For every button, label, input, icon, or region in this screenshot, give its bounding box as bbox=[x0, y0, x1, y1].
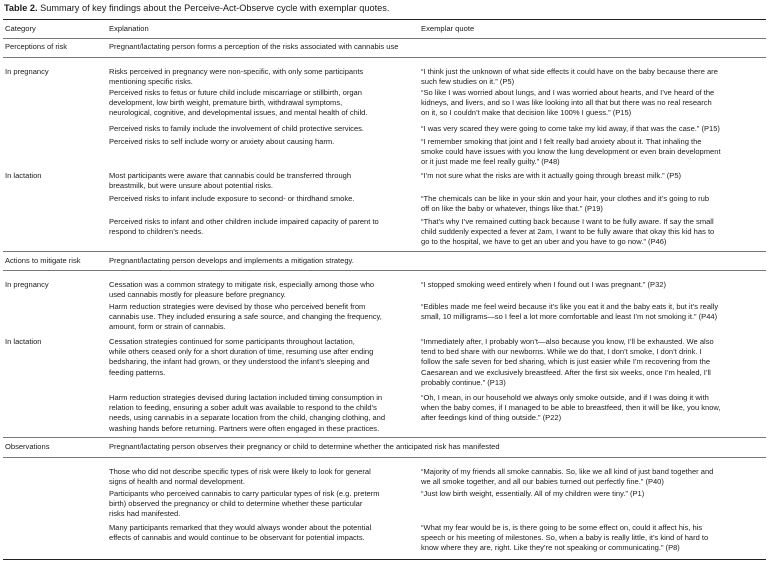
explanation-line: bedsharing, the infant had grown, or they understood the infant’s sleeping and bbox=[109, 357, 370, 367]
quote-line: on it, so I couldn’t make that decision like 100% I guess.” (P15) bbox=[421, 108, 632, 118]
quote-line: off on like the baby or whatever, things like that.” (P19) bbox=[421, 204, 603, 214]
quote-line: child suddenly expected a fever at 2am, I want to be fully aware that okay this kid has to bbox=[421, 227, 715, 237]
explanation-line: breastmilk, but were unsure about potential risks. bbox=[109, 181, 274, 191]
quote-line: such few studies on it.” (P5) bbox=[421, 77, 515, 87]
explanation-line: effects of cannabis and would continue to be observant for potential impacts. bbox=[109, 533, 365, 543]
header-rule bbox=[3, 38, 766, 39]
section-rule bbox=[3, 251, 766, 252]
quote-line: “Immediately after, I probably won’t—also because you know, I’ll be exhausted. We also bbox=[421, 337, 714, 346]
explanation-line: used cannabis mostly for pleasure before pregnancy. bbox=[109, 290, 286, 300]
explanation-line: feeding patterns. bbox=[109, 367, 166, 377]
section-title-perceptions: Perceptions of risk bbox=[5, 42, 68, 51]
section-summary-actions: Pregnant/lactating person develops and implements a mitigation strategy. bbox=[109, 256, 354, 265]
quote-line: “That’s why I’ve remained cutting back because I want to be fully aware. If say the small bbox=[421, 217, 714, 226]
quote-line: “I was very scared they were going to come take my kid away, if that was the case.” (P15) bbox=[421, 124, 720, 133]
explanation-line: cannabis use. They included ensuring a safe source, and changing the frequency, bbox=[109, 312, 382, 322]
quote-line: tend to bed share with our newborns. While we do that, I don’t smoke, I don’t drink. I bbox=[421, 347, 702, 357]
quote-line: “Majority of my friends all smoke cannabis. So, like we all kind of just band together and bbox=[421, 467, 714, 476]
explanation-line: mentioning specific risks. bbox=[109, 77, 193, 87]
quote-line: speech or his meeting of milestones. So, when a baby is really little, it’s kind of hard to bbox=[421, 533, 709, 543]
bottom-rule bbox=[3, 559, 766, 560]
explanation-line: Many participants remarked that they would always wonder about the potential bbox=[109, 523, 372, 532]
explanation-line: amount, form or strain of cannabis. bbox=[109, 322, 226, 332]
explanation-line: Cessation strategies continued for some participants throughout lactation, bbox=[109, 337, 355, 346]
table-caption bbox=[4, 3, 764, 14]
quote-line: follow the safe seven for bed sharing, which is just easier while I’m recovering from the bbox=[421, 357, 711, 367]
section-title-observations: Observations bbox=[5, 442, 50, 451]
section-summary-perceptions: Pregnant/lactating person forms a perception of the risks associated with cannabis use bbox=[109, 42, 399, 51]
quote-line: kidneys, and livers, and so I was like looking into all that but there was no real research bbox=[421, 98, 712, 108]
explanation-line: development, low birth weight, premature birth, withdrawal symptoms, bbox=[109, 98, 343, 108]
explanation-line: Most participants were aware that cannabis could be transferred through bbox=[109, 171, 352, 180]
explanation-line: Perceived risks to infant include exposure to second- or thirdhand smoke. bbox=[109, 194, 355, 203]
table-title: Summary of key findings about the Perceive-Act-Observe cycle with exemplar quotes. bbox=[40, 3, 390, 13]
top-rule bbox=[3, 19, 766, 20]
explanation-line: risks had manifested. bbox=[109, 509, 181, 519]
section-rule bbox=[3, 270, 766, 271]
explanation-line: Those who did not describe specific types of risk were likely to look for general bbox=[109, 467, 371, 476]
section-rule bbox=[3, 437, 766, 438]
subcategory-label: In pregnancy bbox=[5, 67, 49, 76]
quote-line: we all smoke together, and all our babies turned out perfectly fine.” (P40) bbox=[421, 477, 664, 487]
explanation-line: Perceived risks to self include worry or anxiety about causing harm. bbox=[109, 137, 335, 146]
explanation-line: Perceived risks to infant and other children include impaired capacity of parent to bbox=[109, 217, 379, 226]
explanation-line: Harm reduction strategies devised during lactation included timing consumption in bbox=[109, 393, 383, 402]
explanation-line: Participants who perceived cannabis to carry particular types of risk (e.g. preterm bbox=[109, 489, 380, 498]
header-explanation: Explanation bbox=[109, 24, 149, 33]
quote-line: probably continue.” (P13) bbox=[421, 377, 506, 387]
section-rule bbox=[3, 57, 766, 58]
header-category: Category bbox=[5, 24, 36, 33]
subcategory-label: In pregnancy bbox=[5, 280, 49, 289]
explanation-line: Perceived risks to fetus or future child include miscarriage or stillbirth, organ bbox=[109, 88, 362, 97]
explanation-line: relation to feeding, ensuring a sober adult was available to respond to the child’s bbox=[109, 403, 377, 413]
quote-line: “Oh, I mean, in our household we always only smoke outside, and if I was doing it with bbox=[421, 393, 709, 402]
explanation-line: Cessation was a common strategy to mitigate risk, especially among those who bbox=[109, 280, 375, 289]
explanation-line: signs of health and normal development. bbox=[109, 477, 245, 487]
quote-line: when the baby comes, if I managed to be able to breastfeed, then it will be like, you know, bbox=[421, 403, 721, 413]
section-summary-observations: Pregnant/lactating person observes their pregnancy or child to determine whether the anticipated risk has manifested bbox=[109, 442, 500, 451]
explanation-line: birth) observed the pregnancy or child to determine whether these particular bbox=[109, 499, 363, 509]
explanation-line: washing hands before returning. Partners were often engaged in these practices. bbox=[109, 423, 380, 433]
quote-line: know where they are, right. Like they’re not speaking or communicating.” (P8) bbox=[421, 543, 680, 553]
quote-line: “The chemicals can be like in your skin and your hair, your clothes and it’s going to rub bbox=[421, 194, 710, 203]
quote-line: “I remember smoking that joint and I felt really bad anxiety about it. That inhaling the bbox=[421, 137, 702, 146]
header-quote: Exemplar quote bbox=[421, 24, 475, 33]
quote-line: or it just made me feel really guilty.” (P48) bbox=[421, 157, 560, 167]
quote-line: go to the hospital, we have to get an uber and you have to go now.” (P46) bbox=[421, 237, 667, 247]
quote-line: “I’m not sure what the risks are with it actually going through breast milk.” (P5) bbox=[421, 171, 682, 180]
explanation-line: while others ceased only for a short duration of time, resuming use after ending bbox=[109, 347, 374, 357]
explanation-line: Harm reduction strategies were devised by those who perceived benefit from bbox=[109, 302, 366, 311]
quote-line: Caesarean and we exclusively breastfeed. After the first six weeks, once I’m healed, I’ll bbox=[421, 367, 711, 377]
explanation-line: Risks perceived in pregnancy were non-specific, with only some participants bbox=[109, 67, 364, 76]
explanation-line: Perceived risks to family include the involvement of child protective services. bbox=[109, 124, 365, 133]
quote-line: small, 10 milligrams—so I feel a lot more comfortable and least I’m not smoking it.” (P44) bbox=[421, 312, 718, 322]
quote-line: “Edibles made me feel weird because it’s like you eat it and the baby eats it, but it’s really bbox=[421, 302, 719, 311]
subcategory-label: In lactation bbox=[5, 171, 42, 180]
explanation-line: respond to children’s needs. bbox=[109, 227, 204, 237]
quote-line: “So like I was worried about lungs, and I was worried about hearts, and I’ve heard of the bbox=[421, 88, 715, 97]
quote-line: after feedings kind of thing outside.” (P22) bbox=[421, 413, 562, 423]
explanation-line: needs, using cannabis in a separate location from the child, changing clothing, and bbox=[109, 413, 386, 423]
quote-line: “Just low birth weight, essentially. All of my children were tiny.” (P1) bbox=[421, 489, 645, 498]
quote-line: “I stopped smoking weed entirely when I found out I was pregnant.” (P32) bbox=[421, 280, 666, 289]
table-label: Table 2. bbox=[4, 3, 38, 13]
quote-line: smoke could have issues with you know the lung development or even brain development bbox=[421, 147, 721, 157]
section-rule bbox=[3, 457, 766, 458]
quote-line: “What my fear would be is, is there going to be some effect on, could it affect his, his bbox=[421, 523, 703, 532]
explanation-line: neurological, cognitive, and developmental issues, and mental health of child. bbox=[109, 108, 368, 118]
quote-line: “I think just the unknown of what side effects it could have on the baby because there are bbox=[421, 67, 718, 76]
section-title-actions: Actions to mitigate risk bbox=[5, 256, 81, 265]
subcategory-label: In lactation bbox=[5, 337, 42, 346]
